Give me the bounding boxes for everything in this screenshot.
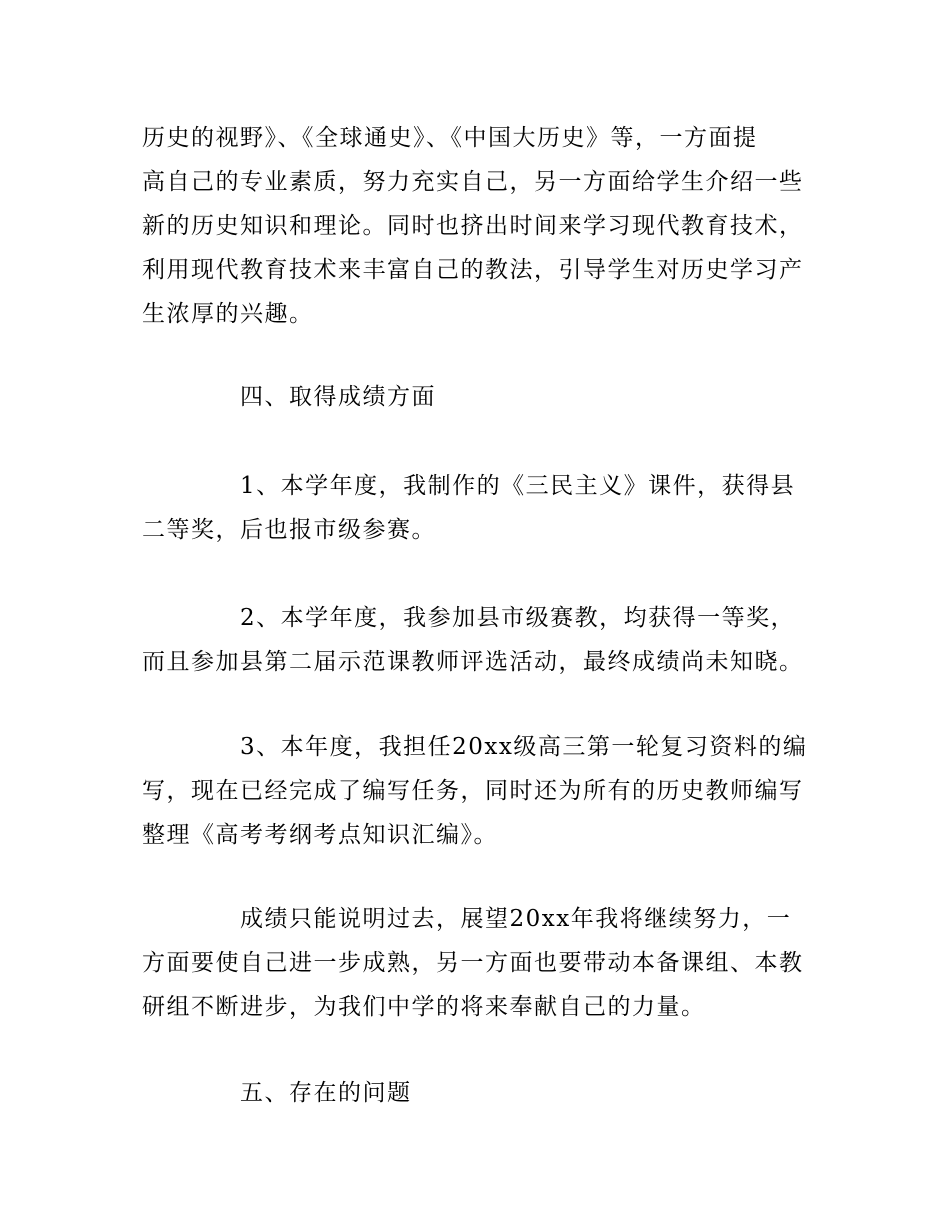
text-line: 整理《高考考纲考点知识汇编》。 (142, 822, 498, 848)
text-line: 2、本学年度，我参加县市级赛教，均获得一等奖， (240, 605, 796, 631)
paragraph-achievement-2 (142, 596, 822, 684)
text-line: 新的历史知识和理论。同时也挤出时间来学习现代教育技术， (142, 213, 804, 239)
section-heading-problems (142, 1071, 822, 1115)
section-heading-achievements (142, 375, 822, 419)
paragraph-history-books (142, 116, 822, 336)
paragraph-achievement-3 (142, 725, 822, 857)
text-line: 利用现代教育技术来丰富自己的教法，引导学生对历史学习产 (142, 257, 804, 283)
heading-text: 四、取得成绩方面 (240, 384, 436, 410)
text-line: 研组不断进步，为我们中学的将来奉献自己的力量。 (142, 994, 706, 1020)
paragraph-outlook (142, 897, 822, 1029)
text-line: 3、本年度，我担任20xx级高三第一轮复习资料的编 (240, 734, 808, 760)
text-line: 高自己的专业素质，努力充实自己，另一方面给学生介绍一些 (142, 169, 804, 195)
text-line: 二等奖，后也报市级参赛。 (142, 517, 436, 543)
text-line: 写，现在已经完成了编写任务，同时还为所有的历史教师编写 (142, 778, 804, 804)
text-line: 生浓厚的兴趣。 (142, 301, 314, 327)
text-line: 历史的视野》、《全球通史》、《中国大历史》等，一方面提 (142, 125, 758, 151)
text-line: 1、本学年度，我制作的《三民主义》课件，获得县 (240, 473, 796, 499)
text-line: 方面要使自己进一步成熟，另一方面也要带动本备课组、本教 (142, 950, 804, 976)
text-line: 而且参加县第二届示范课教师评选活动，最终成绩尚未知晓。 (142, 649, 804, 675)
paragraph-achievement-1 (142, 464, 822, 552)
heading-text: 五、存在的问题 (240, 1080, 412, 1106)
text-line: 成绩只能说明过去，展望20xx年我将继续努力，一 (240, 906, 792, 932)
